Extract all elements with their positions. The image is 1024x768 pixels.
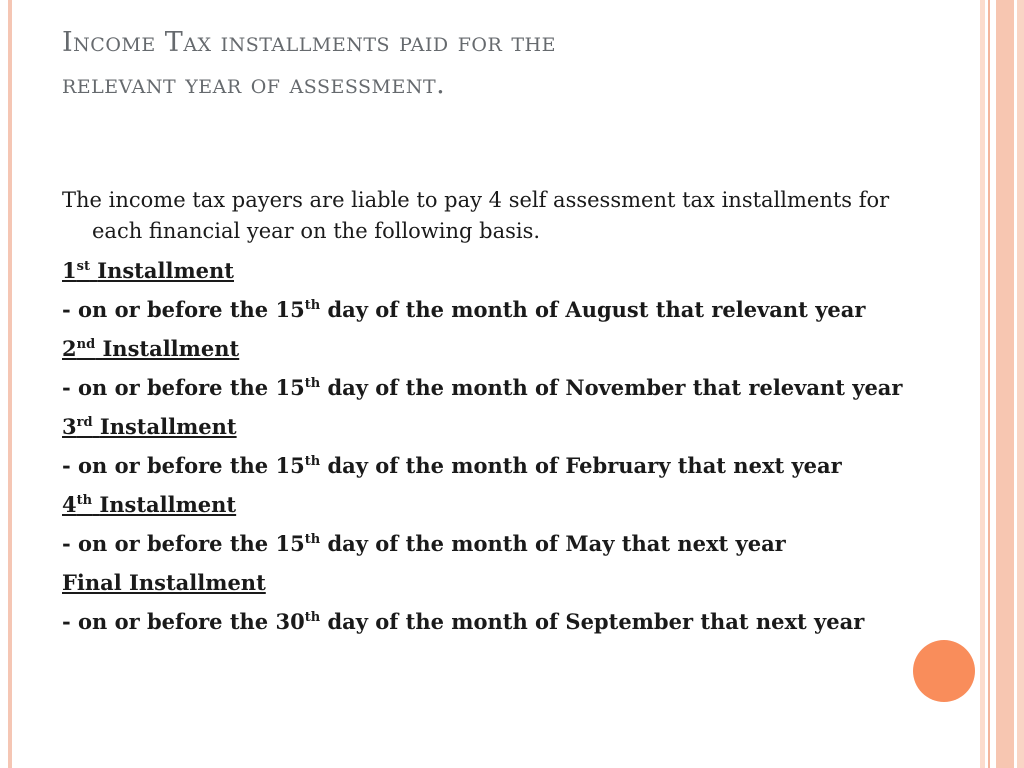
ordinal-suffix: st bbox=[76, 259, 90, 274]
detail-prefix: - on or before the bbox=[62, 453, 276, 478]
detail-rest: day of the month of September that next year bbox=[320, 609, 865, 634]
ordinal-number: 1 bbox=[62, 258, 77, 283]
ordinal-suffix: rd bbox=[76, 415, 93, 430]
installment-2-heading bbox=[62, 333, 912, 364]
detail-rest: day of the month of November that relevant year bbox=[320, 375, 903, 400]
final-installment-detail bbox=[62, 606, 912, 637]
detail-rest: day of the month of August that relevant year bbox=[320, 297, 866, 322]
day-suffix: th bbox=[304, 298, 321, 313]
stripe bbox=[1017, 0, 1024, 768]
detail-rest: day of the month of February that next year bbox=[320, 453, 842, 478]
ordinal-suffix: nd bbox=[76, 337, 96, 352]
detail-rest: day of the month of May that next year bbox=[320, 531, 786, 556]
ordinal-suffix: th bbox=[76, 493, 93, 508]
title-line-1: Income Tax installments paid for the bbox=[62, 27, 556, 58]
installment-1-detail bbox=[62, 294, 912, 325]
day-suffix: th bbox=[304, 532, 321, 547]
installment-3-heading bbox=[62, 411, 912, 442]
installment-2-detail bbox=[62, 372, 912, 403]
installment-1-heading bbox=[62, 255, 912, 286]
ordinal-number: 2 bbox=[62, 336, 77, 361]
installment-label: Installment bbox=[99, 414, 237, 439]
detail-prefix: - on or before the bbox=[62, 531, 276, 556]
day-suffix: th bbox=[304, 454, 321, 469]
ordinal-number: 4 bbox=[62, 492, 77, 517]
final-installment-heading: Final Installment bbox=[62, 570, 266, 595]
detail-prefix: - on or before the bbox=[62, 375, 276, 400]
left-border-decoration bbox=[8, 0, 12, 768]
installment-label: Installment bbox=[102, 336, 240, 361]
title-line-2: relevant year of assessment. bbox=[62, 69, 446, 100]
installment-4-detail bbox=[62, 528, 912, 559]
installment-3-detail bbox=[62, 450, 912, 481]
detail-prefix: - on or before the bbox=[62, 297, 276, 322]
installment-label: Installment bbox=[97, 258, 234, 283]
stripe bbox=[988, 0, 990, 768]
orange-circle-decoration bbox=[913, 640, 975, 702]
day-number: 15 bbox=[275, 531, 305, 556]
installment-4-heading bbox=[62, 489, 912, 520]
installment-label: Installment bbox=[99, 492, 237, 517]
day-number: 30 bbox=[275, 609, 305, 634]
day-suffix: th bbox=[304, 376, 321, 391]
stripe bbox=[980, 0, 985, 768]
day-number: 15 bbox=[275, 375, 305, 400]
slide-title bbox=[62, 22, 922, 106]
detail-prefix: - on or before the bbox=[62, 609, 276, 634]
day-number: 15 bbox=[275, 453, 305, 478]
stripe bbox=[996, 0, 1014, 768]
ordinal-number: 3 bbox=[62, 414, 77, 439]
intro-paragraph: The income tax payers are liable to pay 4 self assessment tax installments for each financial year on the following basis. bbox=[62, 188, 890, 243]
day-suffix: th bbox=[304, 610, 321, 625]
right-stripes-decoration bbox=[980, 0, 1024, 768]
day-number: 15 bbox=[275, 297, 305, 322]
slide-body bbox=[62, 185, 912, 645]
